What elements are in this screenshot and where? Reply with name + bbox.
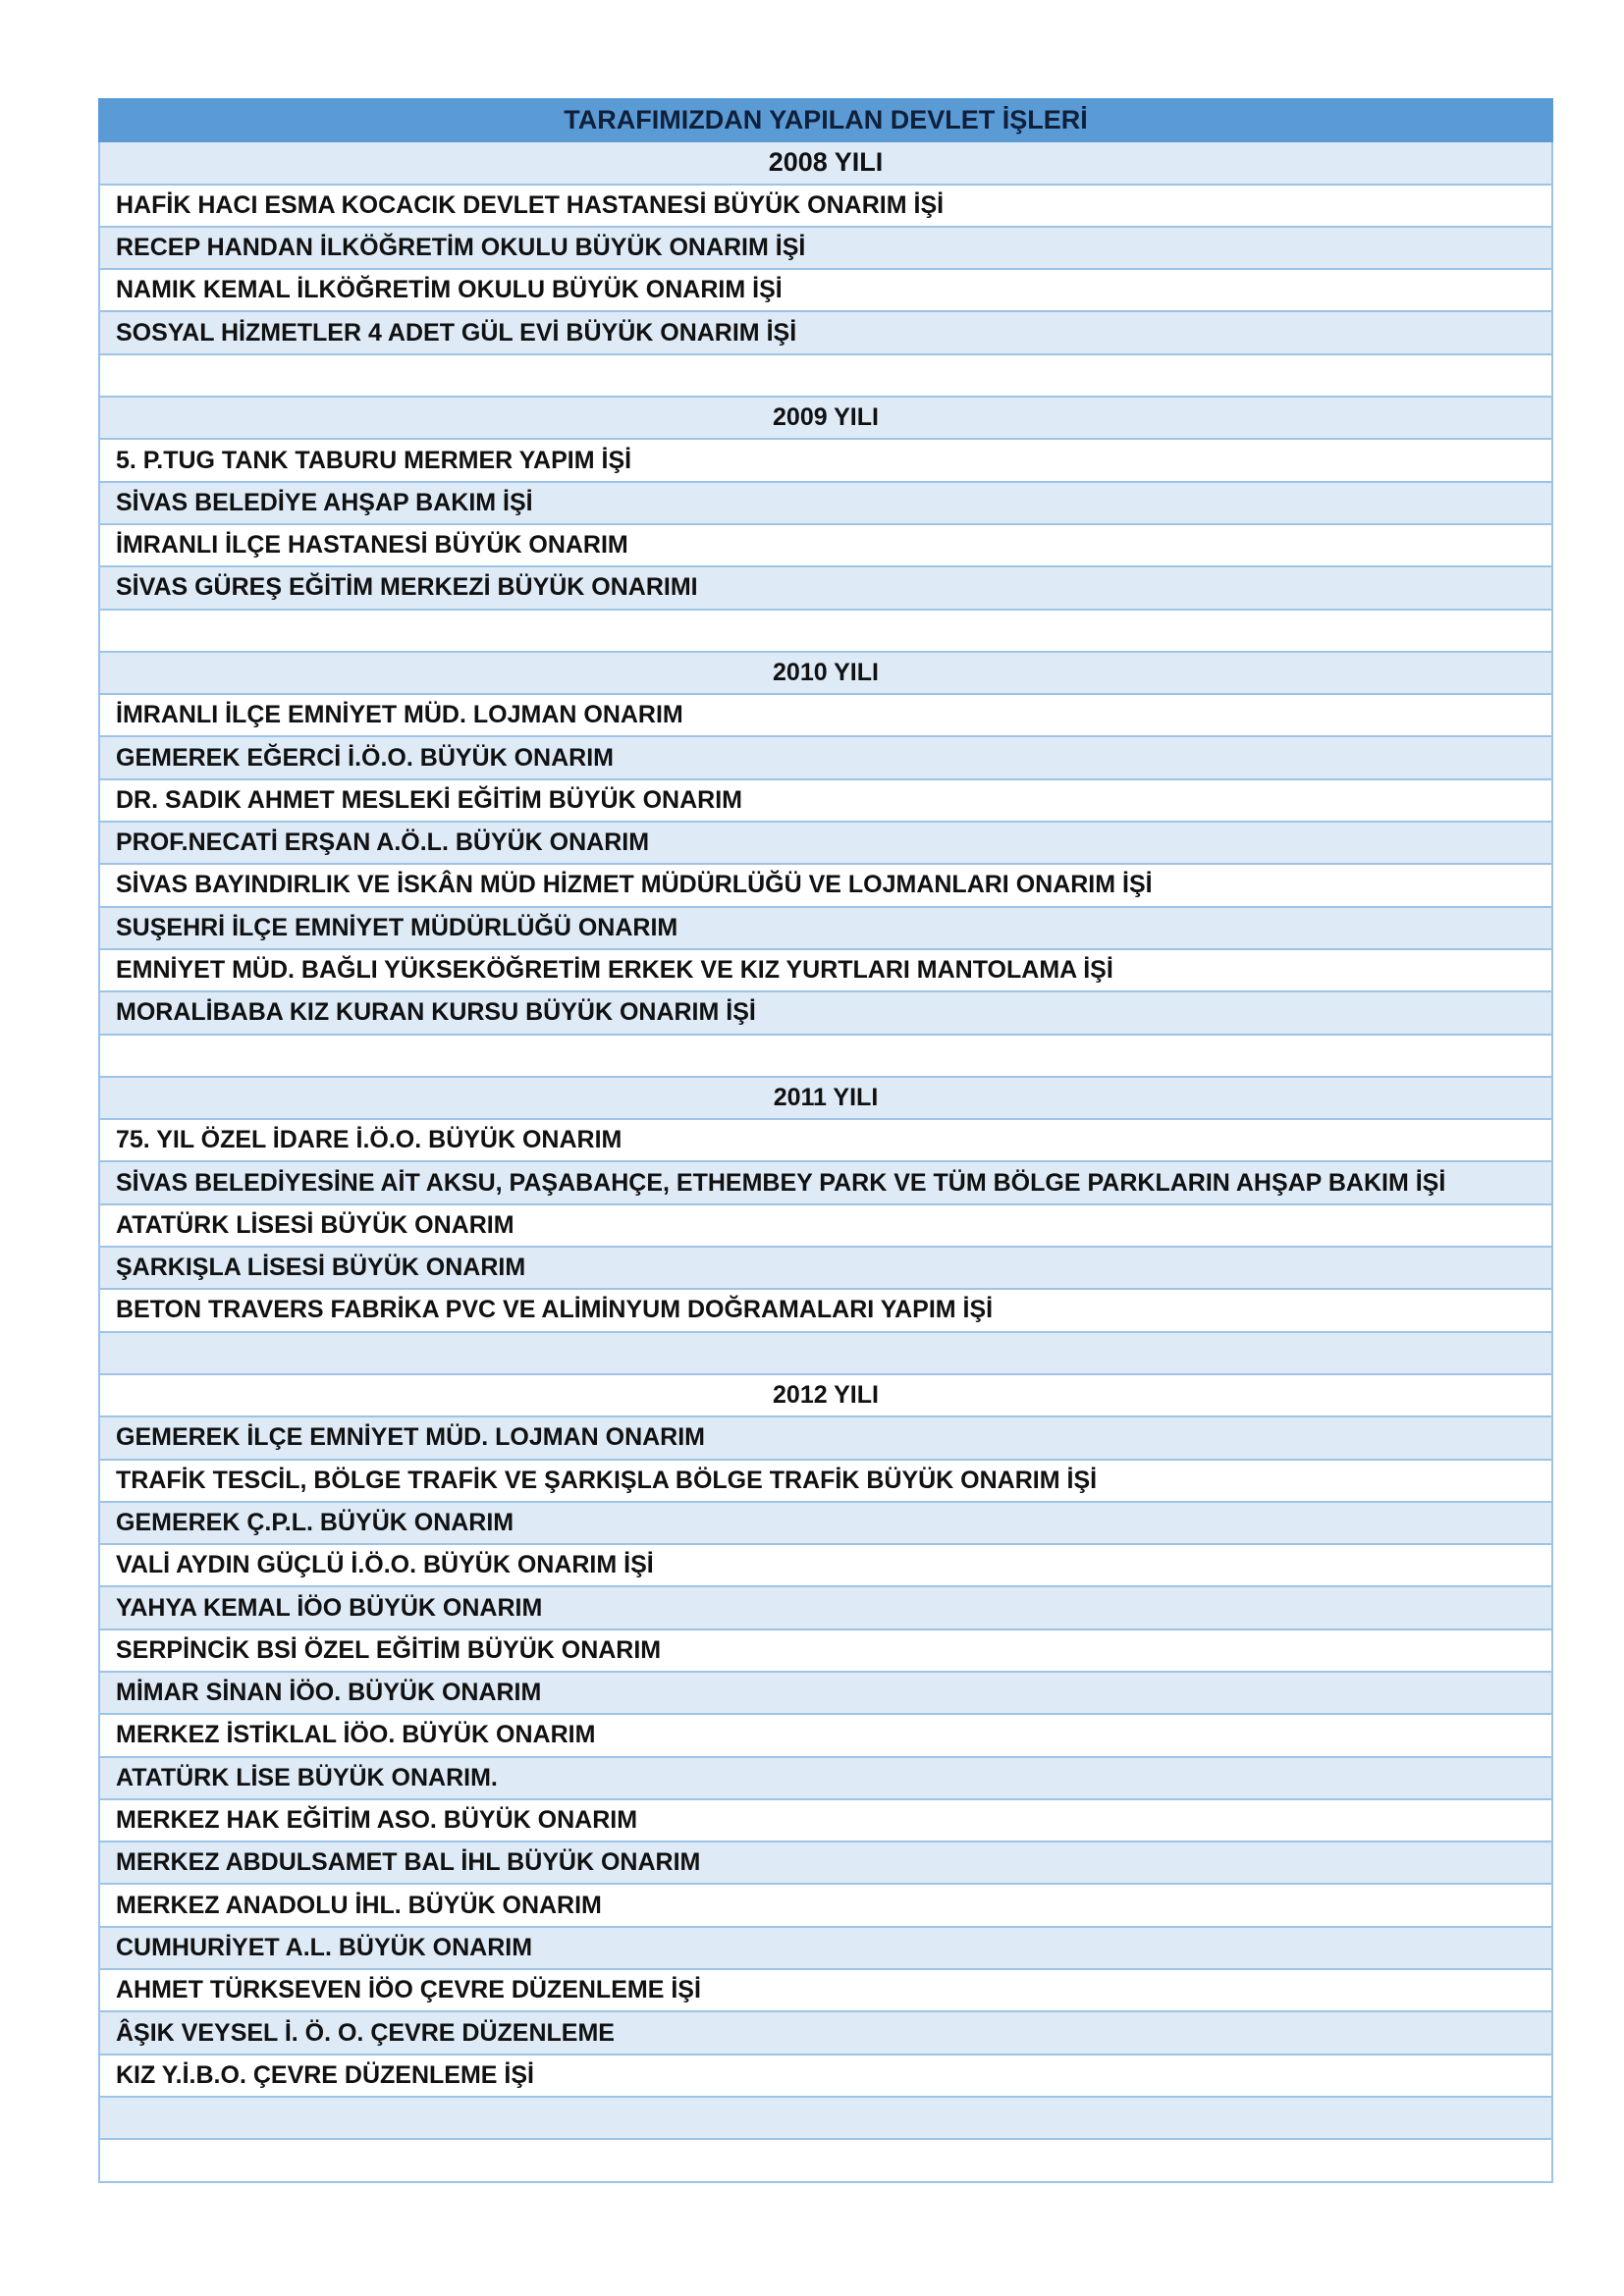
work-item-label: ATATÜRK LİSE BÜYÜK ONARIM. <box>99 1757 1552 1799</box>
table-title: TARAFIMIZDAN YAPILAN DEVLET İŞLERİ <box>99 99 1552 141</box>
work-item-row <box>99 822 1552 864</box>
work-item-row <box>99 991 1552 1034</box>
work-item-label: BETON TRAVERS FABRİKA PVC VE ALİMİNYUM DOĞRAMALARI YAPIM İŞİ <box>99 1289 1552 1331</box>
work-item-row <box>99 566 1552 609</box>
year-label: 2011 YILI <box>99 1077 1552 1119</box>
work-item-row <box>99 949 1552 991</box>
work-item-label: SİVAS GÜREŞ EĞİTİM MERKEZİ BÜYÜK ONARIMI <box>99 566 1552 609</box>
work-item-row <box>99 185 1552 227</box>
work-item-row <box>99 2011 1552 2054</box>
work-item-label: HAFİK HACI ESMA KOCACIK DEVLET HASTANESİ BÜYÜK ONARIM İŞİ <box>99 185 1552 227</box>
work-item-row <box>99 227 1552 269</box>
work-item-label: SUŞEHRİ İLÇE EMNİYET MÜDÜRLÜĞÜ ONARIM <box>99 907 1552 949</box>
blank-row <box>99 2139 1552 2181</box>
work-item-label: MERKEZ ANADOLU İHL. BÜYÜK ONARIM <box>99 1884 1552 1926</box>
work-item-label: KIZ Y.İ.B.O. ÇEVRE DÜZENLEME İŞİ <box>99 2055 1552 2097</box>
year-header-row <box>99 141 1552 184</box>
work-item-row <box>99 736 1552 778</box>
work-item-label: MERKEZ İSTİKLAL İÖO. BÜYÜK ONARIM <box>99 1714 1552 1756</box>
works-table-body <box>99 99 1552 2182</box>
work-item-row <box>99 1672 1552 1714</box>
work-item-row <box>99 1799 1552 1842</box>
work-item-row <box>99 1119 1552 1161</box>
blank-row <box>99 1035 1552 1077</box>
work-item-label: 5. P.TUG TANK TABURU MERMER YAPIM İŞİ <box>99 439 1552 481</box>
work-item-row <box>99 907 1552 949</box>
work-item-label: ŞARKIŞLA LİSESİ BÜYÜK ONARIM <box>99 1247 1552 1289</box>
year-header-row <box>99 1374 1552 1416</box>
blank-cell <box>99 2097 1552 2139</box>
work-item-label: GEMEREK Ç.P.L. BÜYÜK ONARIM <box>99 1502 1552 1544</box>
year-header-row <box>99 652 1552 694</box>
work-item-label: MERKEZ ABDULSAMET BAL İHL BÜYÜK ONARIM <box>99 1842 1552 1884</box>
work-item-row <box>99 1544 1552 1586</box>
work-item-label: SERPİNCİK BSİ ÖZEL EĞİTİM BÜYÜK ONARIM <box>99 1629 1552 1672</box>
blank-cell <box>99 1332 1552 1374</box>
work-item-label: PROF.NECATİ ERŞAN A.Ö.L. BÜYÜK ONARIM <box>99 822 1552 864</box>
work-item-row <box>99 1460 1552 1502</box>
blank-row <box>99 354 1552 397</box>
year-label: 2009 YILI <box>99 397 1552 439</box>
work-item-label: YAHYA KEMAL İÖO BÜYÜK ONARIM <box>99 1586 1552 1629</box>
year-header-row <box>99 397 1552 439</box>
work-item-row <box>99 779 1552 822</box>
work-item-label: MERKEZ HAK EĞİTİM ASO. BÜYÜK ONARIM <box>99 1799 1552 1842</box>
work-item-label: SOSYAL HİZMETLER 4 ADET GÜL EVİ BÜYÜK ONARIM İŞİ <box>99 311 1552 353</box>
work-item-row <box>99 1969 1552 2011</box>
work-item-label: SİVAS BAYINDIRLIK VE İSKÂN MÜD HİZMET MÜDÜRLÜĞÜ VE LOJMANLARI ONARIM İŞİ <box>99 864 1552 906</box>
blank-cell <box>99 2139 1552 2181</box>
work-item-label: 75. YIL ÖZEL İDARE İ.Ö.O. BÜYÜK ONARIM <box>99 1119 1552 1161</box>
work-item-row <box>99 482 1552 524</box>
blank-row <box>99 610 1552 652</box>
work-item-row <box>99 311 1552 353</box>
work-item-row <box>99 1884 1552 1926</box>
work-item-row <box>99 1416 1552 1459</box>
year-label: 2010 YILI <box>99 652 1552 694</box>
blank-cell <box>99 354 1552 397</box>
blank-row <box>99 1332 1552 1374</box>
work-item-row <box>99 1204 1552 1247</box>
work-item-row <box>99 1289 1552 1331</box>
work-item-row <box>99 269 1552 311</box>
work-item-row <box>99 1502 1552 1544</box>
work-item-row <box>99 1757 1552 1799</box>
work-item-label: MİMAR SİNAN İÖO. BÜYÜK ONARIM <box>99 1672 1552 1714</box>
title-row <box>99 99 1552 141</box>
work-item-label: TRAFİK TESCİL, BÖLGE TRAFİK VE ŞARKIŞLA BÖLGE TRAFİK BÜYÜK ONARIM İŞİ <box>99 1460 1552 1502</box>
work-item-label: RECEP HANDAN İLKÖĞRETİM OKULU BÜYÜK ONARIM İŞİ <box>99 227 1552 269</box>
work-item-label: İMRANLI İLÇE HASTANESİ BÜYÜK ONARIM <box>99 524 1552 566</box>
work-item-label: GEMEREK İLÇE EMNİYET MÜD. LOJMAN ONARIM <box>99 1416 1552 1459</box>
work-item-label: İMRANLI İLÇE EMNİYET MÜD. LOJMAN ONARIM <box>99 694 1552 736</box>
blank-cell <box>99 610 1552 652</box>
work-item-row <box>99 1161 1552 1203</box>
blank-cell <box>99 1035 1552 1077</box>
work-item-label: SİVAS BELEDİYESİNE AİT AKSU, PAŞABAHÇE, ETHEMBEY PARK VE TÜM BÖLGE PARKLARIN AHŞAP BAKIM İŞİ <box>99 1161 1552 1203</box>
work-item-label: EMNİYET MÜD. BAĞLI YÜKSEKÖĞRETİM ERKEK VE KIZ YURTLARI MANTOLAMA İŞİ <box>99 949 1552 991</box>
year-label: 2012 YILI <box>99 1374 1552 1416</box>
work-item-label: AHMET TÜRKSEVEN İÖO ÇEVRE DÜZENLEME İŞİ <box>99 1969 1552 2011</box>
works-table <box>98 98 1553 2183</box>
work-item-label: VALİ AYDIN GÜÇLÜ İ.Ö.O. BÜYÜK ONARIM İŞİ <box>99 1544 1552 1586</box>
year-label: 2008 YILI <box>99 141 1552 184</box>
work-item-row <box>99 2055 1552 2097</box>
work-item-row <box>99 864 1552 906</box>
work-item-label: ÂŞIK VEYSEL İ. Ö. O. ÇEVRE DÜZENLEME <box>99 2011 1552 2054</box>
work-item-row <box>99 1629 1552 1672</box>
work-item-label: CUMHURİYET A.L. BÜYÜK ONARIM <box>99 1927 1552 1969</box>
work-item-label: ATATÜRK LİSESİ BÜYÜK ONARIM <box>99 1204 1552 1247</box>
work-item-row <box>99 1842 1552 1884</box>
work-item-label: GEMEREK EĞERCİ İ.Ö.O. BÜYÜK ONARIM <box>99 736 1552 778</box>
blank-row <box>99 2097 1552 2139</box>
work-item-row <box>99 439 1552 481</box>
work-item-row <box>99 1247 1552 1289</box>
work-item-label: MORALİBABA KIZ KURAN KURSU BÜYÜK ONARIM İŞİ <box>99 991 1552 1034</box>
work-item-row <box>99 1927 1552 1969</box>
work-item-row <box>99 524 1552 566</box>
work-item-row <box>99 1714 1552 1756</box>
work-item-label: NAMIK KEMAL İLKÖĞRETİM OKULU BÜYÜK ONARIM İŞİ <box>99 269 1552 311</box>
work-item-label: SİVAS BELEDİYE AHŞAP BAKIM İŞİ <box>99 482 1552 524</box>
year-header-row <box>99 1077 1552 1119</box>
work-item-label: DR. SADIK AHMET MESLEKİ EĞİTİM BÜYÜK ONARIM <box>99 779 1552 822</box>
work-item-row <box>99 1586 1552 1629</box>
work-item-row <box>99 694 1552 736</box>
